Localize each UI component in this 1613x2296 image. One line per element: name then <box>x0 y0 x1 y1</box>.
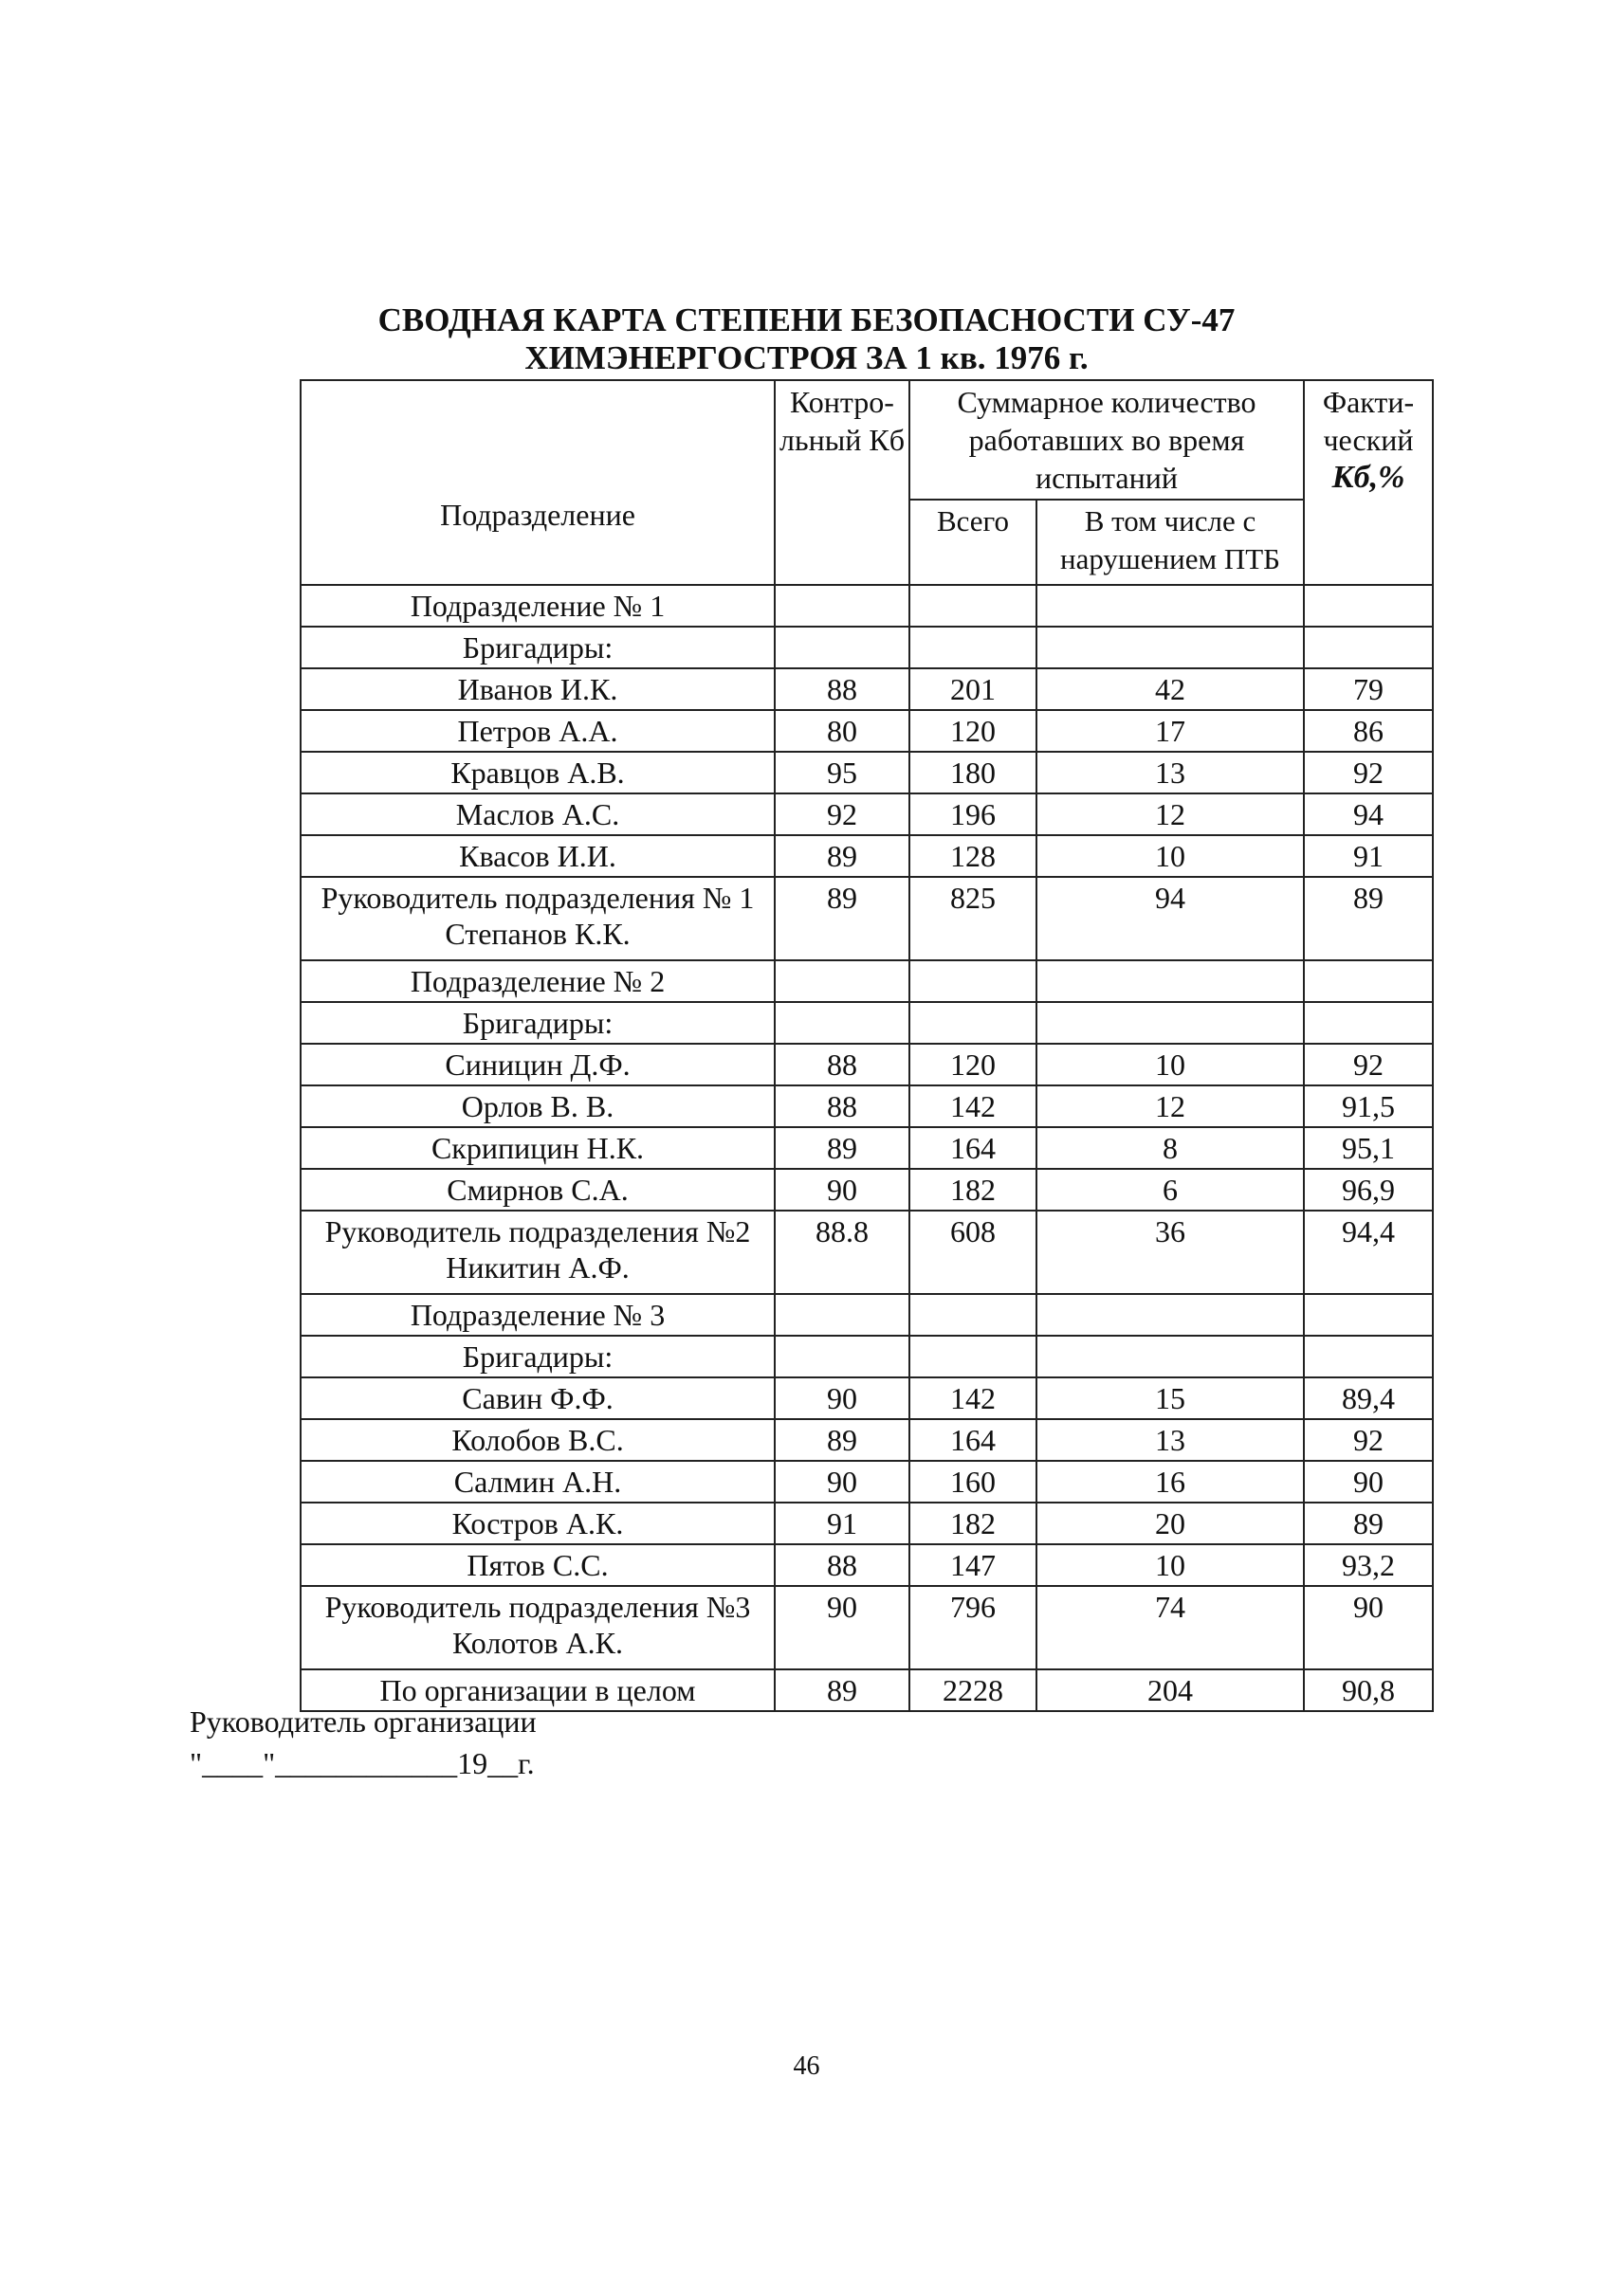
row-name-person: Никитин А.Ф. <box>446 1250 630 1285</box>
cell-actual-kb: 93,2 <box>1304 1544 1433 1586</box>
row-name: Орлов В. В. <box>461 1089 614 1123</box>
cell-violations: 74 <box>1036 1586 1304 1669</box>
cell-control-kb: 88 <box>775 1544 909 1586</box>
cell-name <box>301 1169 775 1211</box>
row-name: Подразделение № 2 <box>410 964 666 998</box>
cell-total: 608 <box>909 1211 1036 1294</box>
row-name-person: Степанов К.К. <box>445 917 631 951</box>
cell-control-kb: 91 <box>775 1503 909 1544</box>
cell-total <box>909 627 1036 668</box>
row-name: Подразделение № 1 <box>410 589 666 623</box>
cell-actual-kb: 92 <box>1304 1044 1433 1085</box>
table-row <box>301 1294 1433 1336</box>
cell-control-kb <box>775 1336 909 1377</box>
cell-name <box>301 1336 775 1377</box>
cell-name <box>301 1503 775 1544</box>
table-row <box>301 877 1433 960</box>
document-title-line1: СВОДНАЯ КАРТА СТЕПЕНИ БЕЗОПАСНОСТИ СУ-47 <box>377 301 1236 338</box>
header-with-violations: В том числе с нарушением ПТБ <box>1036 500 1304 585</box>
cell-name <box>301 960 775 1002</box>
cell-control-kb: 88 <box>775 668 909 710</box>
cell-name <box>301 752 775 793</box>
table-row <box>301 1503 1433 1544</box>
cell-actual-kb: 89 <box>1304 1503 1433 1544</box>
cell-violations: 6 <box>1036 1169 1304 1211</box>
row-name: Кравцов А.В. <box>450 756 625 790</box>
header-control-kb: Контро-льный Кб <box>775 380 909 585</box>
table-row <box>301 1461 1433 1503</box>
header-total-workers: Суммарное количество работавших во время испытаний <box>909 380 1304 500</box>
cell-total: 164 <box>909 1419 1036 1461</box>
row-name: Колобов В.С. <box>451 1423 624 1457</box>
cell-name <box>301 1085 775 1127</box>
cell-name <box>301 1127 775 1169</box>
cell-violations <box>1036 1002 1304 1044</box>
cell-name <box>301 668 775 710</box>
cell-control-kb: 89 <box>775 1669 909 1711</box>
cell-control-kb <box>775 960 909 1002</box>
cell-control-kb: 89 <box>775 1127 909 1169</box>
cell-name <box>301 1461 775 1503</box>
page-number: 46 <box>793 2051 820 2081</box>
cell-name <box>301 710 775 752</box>
cell-actual-kb: 92 <box>1304 752 1433 793</box>
row-name: Савин Ф.Ф. <box>462 1381 614 1415</box>
cell-name <box>301 835 775 877</box>
row-name: Руководитель подразделения №3 <box>324 1590 751 1624</box>
header-all: Всего <box>909 500 1036 585</box>
cell-violations <box>1036 1336 1304 1377</box>
cell-total: 147 <box>909 1544 1036 1586</box>
cell-actual-kb: 89 <box>1304 877 1433 960</box>
table-row <box>301 1586 1433 1669</box>
cell-control-kb: 95 <box>775 752 909 793</box>
cell-actual-kb: 91,5 <box>1304 1085 1433 1127</box>
cell-control-kb: 80 <box>775 710 909 752</box>
cell-total <box>909 585 1036 627</box>
row-name: Руководитель подразделения №2 <box>324 1214 751 1248</box>
cell-control-kb <box>775 627 909 668</box>
cell-control-kb: 90 <box>775 1169 909 1211</box>
cell-name <box>301 1002 775 1044</box>
table-row <box>301 960 1433 1002</box>
cell-violations: 94 <box>1036 877 1304 960</box>
cell-total: 180 <box>909 752 1036 793</box>
cell-name <box>301 1044 775 1085</box>
cell-actual-kb: 90 <box>1304 1586 1433 1669</box>
row-name: Скрипицин Н.К. <box>431 1131 645 1165</box>
cell-violations: 10 <box>1036 1544 1304 1586</box>
table-row <box>301 668 1433 710</box>
row-name: По организации в целом <box>379 1673 696 1707</box>
cell-violations: 16 <box>1036 1461 1304 1503</box>
cell-violations: 36 <box>1036 1211 1304 1294</box>
table-row <box>301 585 1433 627</box>
cell-total <box>909 960 1036 1002</box>
cell-total: 120 <box>909 1044 1036 1085</box>
cell-total <box>909 1002 1036 1044</box>
cell-actual-kb: 95,1 <box>1304 1127 1433 1169</box>
cell-violations <box>1036 960 1304 1002</box>
cell-control-kb: 88 <box>775 1044 909 1085</box>
cell-actual-kb <box>1304 960 1433 1002</box>
cell-total: 796 <box>909 1586 1036 1669</box>
cell-control-kb: 90 <box>775 1377 909 1419</box>
cell-total <box>909 1336 1036 1377</box>
row-name-person: Колотов А.К. <box>452 1626 623 1660</box>
cell-total <box>909 1294 1036 1336</box>
row-name: Подразделение № 3 <box>410 1298 666 1332</box>
cell-control-kb: 88 <box>775 1085 909 1127</box>
cell-total: 164 <box>909 1127 1036 1169</box>
cell-name <box>301 877 775 960</box>
cell-actual-kb: 89,4 <box>1304 1377 1433 1419</box>
cell-total: 128 <box>909 835 1036 877</box>
table-row <box>301 1002 1433 1044</box>
cell-actual-kb <box>1304 1002 1433 1044</box>
cell-control-kb <box>775 1294 909 1336</box>
cell-violations: 13 <box>1036 752 1304 793</box>
cell-name <box>301 1377 775 1419</box>
document-title-line2: ХИМЭНЕРГОСТРОЯ ЗА 1 кв. 1976 г. <box>524 339 1089 376</box>
cell-total: 142 <box>909 1085 1036 1127</box>
row-name: Бригадиры: <box>462 1339 614 1374</box>
cell-total: 142 <box>909 1377 1036 1419</box>
cell-violations <box>1036 1294 1304 1336</box>
cell-name <box>301 1544 775 1586</box>
row-name: Маслов А.С. <box>455 797 620 831</box>
cell-total: 120 <box>909 710 1036 752</box>
row-name: Иванов И.К. <box>457 672 618 706</box>
header-actual-unit: Кб,% <box>1331 460 1405 495</box>
cell-actual-kb: 92 <box>1304 1419 1433 1461</box>
cell-violations: 8 <box>1036 1127 1304 1169</box>
cell-actual-kb: 96,9 <box>1304 1169 1433 1211</box>
cell-name <box>301 793 775 835</box>
cell-violations: 42 <box>1036 668 1304 710</box>
table-row <box>301 1336 1433 1377</box>
header-actual-label: Факти-ческий <box>1322 385 1415 457</box>
row-name: Петров А.А. <box>457 714 618 748</box>
cell-control-kb: 89 <box>775 1419 909 1461</box>
table-row <box>301 627 1433 668</box>
cell-total: 196 <box>909 793 1036 835</box>
row-name: Бригадиры: <box>462 630 614 665</box>
cell-violations <box>1036 585 1304 627</box>
cell-total: 201 <box>909 668 1036 710</box>
cell-actual-kb: 90 <box>1304 1461 1433 1503</box>
cell-total: 160 <box>909 1461 1036 1503</box>
date-line: "____"____________19__г. <box>190 1746 535 1780</box>
row-name: Руководитель подразделения № 1 <box>321 881 755 915</box>
cell-name <box>301 1211 775 1294</box>
table-row <box>301 1044 1433 1085</box>
table-row <box>301 752 1433 793</box>
cell-control-kb: 90 <box>775 1461 909 1503</box>
cell-name <box>301 1419 775 1461</box>
table-row <box>301 1377 1433 1419</box>
row-name: Смирнов С.А. <box>447 1173 629 1207</box>
header-department: Подразделение <box>301 380 775 585</box>
cell-actual-kb: 91 <box>1304 835 1433 877</box>
cell-actual-kb: 94 <box>1304 793 1433 835</box>
row-name: Костров А.К. <box>451 1506 624 1540</box>
cell-violations: 17 <box>1036 710 1304 752</box>
cell-control-kb: 92 <box>775 793 909 835</box>
cell-violations: 12 <box>1036 793 1304 835</box>
cell-control-kb: 88.8 <box>775 1211 909 1294</box>
table-row <box>301 1211 1433 1294</box>
cell-control-kb <box>775 585 909 627</box>
cell-control-kb: 89 <box>775 835 909 877</box>
cell-total: 2228 <box>909 1669 1036 1711</box>
cell-violations <box>1036 627 1304 668</box>
table-row <box>301 710 1433 752</box>
cell-control-kb: 90 <box>775 1586 909 1669</box>
cell-name <box>301 1586 775 1669</box>
cell-control-kb <box>775 1002 909 1044</box>
cell-total: 182 <box>909 1169 1036 1211</box>
table-row <box>301 835 1433 877</box>
cell-total: 825 <box>909 877 1036 960</box>
cell-total: 182 <box>909 1503 1036 1544</box>
table-row <box>301 1169 1433 1211</box>
row-name: Салмин А.Н. <box>453 1465 622 1499</box>
table-row <box>301 793 1433 835</box>
row-name: Бригадиры: <box>462 1006 614 1040</box>
safety-summary-table <box>300 379 1434 1712</box>
cell-violations: 10 <box>1036 835 1304 877</box>
cell-violations: 13 <box>1036 1419 1304 1461</box>
cell-violations: 204 <box>1036 1669 1304 1711</box>
cell-name <box>301 627 775 668</box>
cell-name <box>301 585 775 627</box>
cell-actual-kb: 94,4 <box>1304 1211 1433 1294</box>
row-name: Квасов И.И. <box>459 839 616 873</box>
table-row <box>301 1085 1433 1127</box>
cell-name <box>301 1294 775 1336</box>
cell-control-kb: 89 <box>775 877 909 960</box>
cell-actual-kb: 86 <box>1304 710 1433 752</box>
cell-actual-kb <box>1304 1294 1433 1336</box>
cell-actual-kb: 79 <box>1304 668 1433 710</box>
cell-violations: 12 <box>1036 1085 1304 1127</box>
cell-violations: 15 <box>1036 1377 1304 1419</box>
table-row <box>301 1419 1433 1461</box>
table-row <box>301 1544 1433 1586</box>
table-row <box>301 1127 1433 1169</box>
row-name: Пятов С.С. <box>467 1548 609 1582</box>
cell-actual-kb <box>1304 627 1433 668</box>
row-name: Синицин Д.Ф. <box>445 1048 631 1082</box>
cell-actual-kb <box>1304 1336 1433 1377</box>
header-actual-kb <box>1304 380 1433 585</box>
cell-actual-kb <box>1304 585 1433 627</box>
cell-actual-kb: 90,8 <box>1304 1669 1433 1711</box>
cell-violations: 20 <box>1036 1503 1304 1544</box>
signature-label: Руководитель организации <box>190 1704 537 1739</box>
table-body <box>301 585 1433 1711</box>
cell-violations: 10 <box>1036 1044 1304 1085</box>
